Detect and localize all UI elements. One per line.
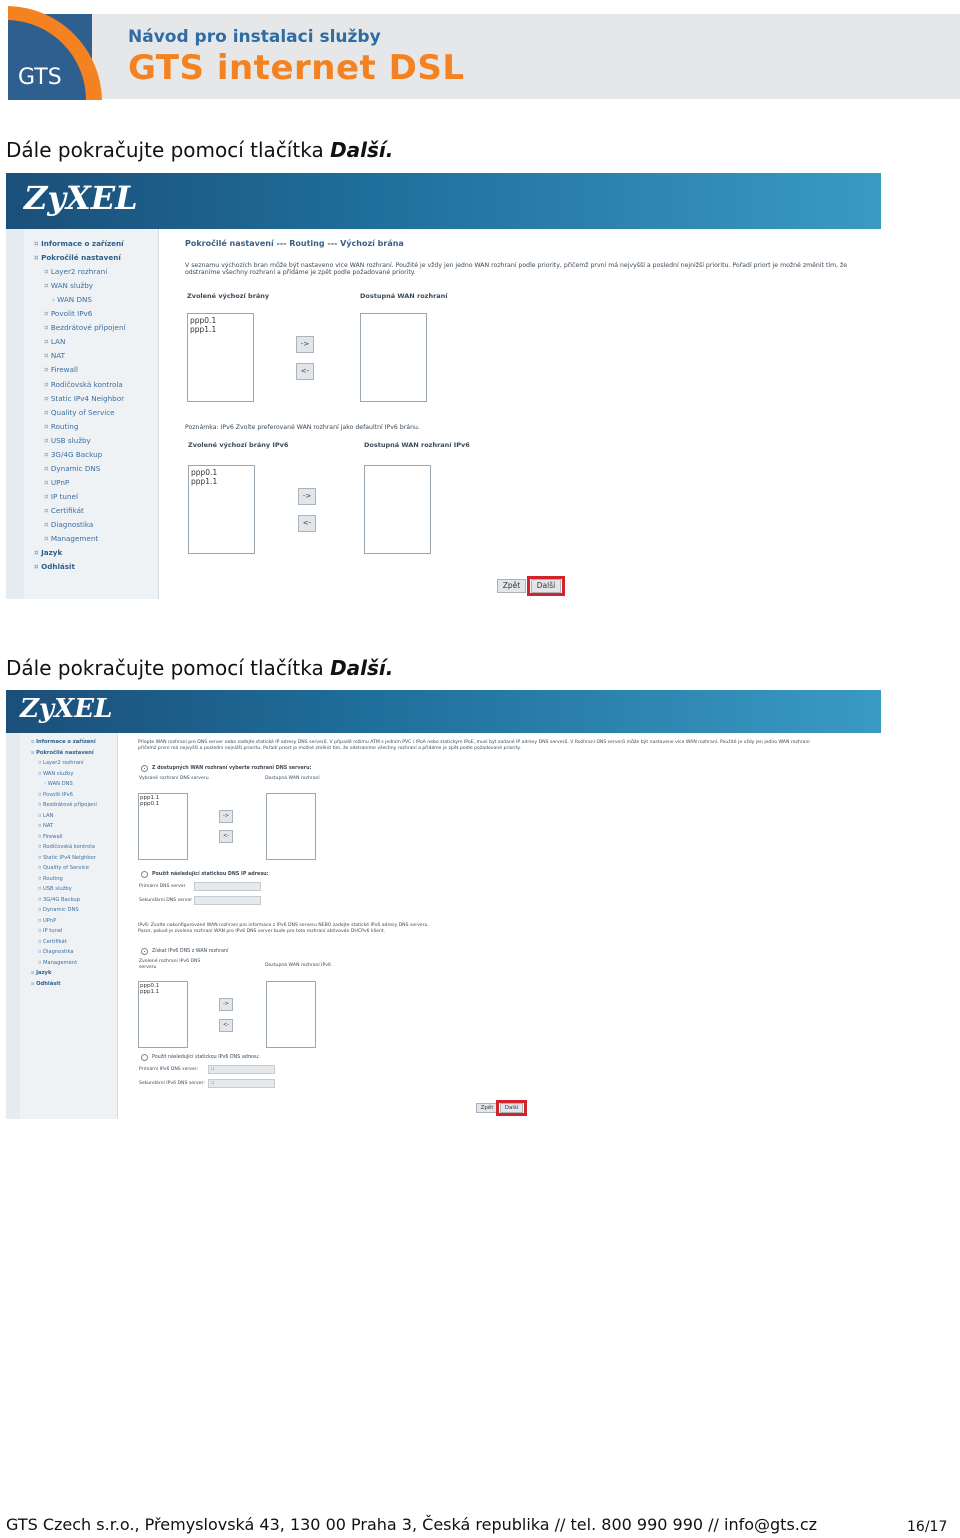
remove-ipv6-button[interactable]: <- xyxy=(219,1019,233,1032)
next-button[interactable]: Další xyxy=(531,579,561,593)
sidebar-nav-item[interactable]: ¤ WAN služby xyxy=(44,281,94,291)
zyxel-banner xyxy=(6,690,881,733)
next-button[interactable]: Další xyxy=(500,1103,523,1113)
sidebar-nav-item[interactable]: ¤ Informace o zařízení xyxy=(34,239,124,248)
bullet-icon: ¤ xyxy=(44,534,51,544)
bullet-icon: ¤ xyxy=(44,379,51,389)
footer-contact: GTS Czech s.r.o., Přemyslovská 43, 130 00 Praha 3, Česká republika // tel. 800 990 990 // info@gts.cz xyxy=(6,1515,818,1534)
selected-ipv6-gateways-list[interactable] xyxy=(188,465,255,554)
ipv6-note-line-2: Pozor, pokud je zvoleno rozhraní WAN pro IPv6 DNS server bude pro toto rozhraní aktivován DHCPv6 klient. xyxy=(138,929,386,934)
sidebar-nav-item[interactable]: ¤ Management xyxy=(38,959,78,966)
list-item[interactable]: ppp0.1 xyxy=(140,801,160,807)
chevron-right-icon: › xyxy=(44,781,48,787)
sidebar-nav-item[interactable]: ¤ Firewall xyxy=(44,365,78,375)
router-screenshot-routing xyxy=(6,173,881,599)
bullet-icon: ¤ xyxy=(38,917,43,924)
selected-dns-list[interactable] xyxy=(138,793,188,860)
primary-ipv6-dns-label: Primární IPv6 DNS server: xyxy=(139,1067,199,1072)
selected-ipv6-gateways-label: Zvolené výchozí brány IPv6 xyxy=(188,441,289,449)
instruction-1-text: Dále pokračujte pomocí tlačítka xyxy=(6,138,331,162)
bullet-icon: ¤ xyxy=(38,791,43,798)
sidebar-nav-item[interactable]: ¤ Bezdrátové připojení xyxy=(44,323,126,333)
sidebar-nav-item[interactable]: ¤ Rodičovská kontrola xyxy=(44,379,123,389)
sidebar-nav-item[interactable]: ¤ Jazyk xyxy=(34,548,63,558)
selected-dns-label: Vybrané rozhraní DNS serveru xyxy=(139,776,209,781)
bullet-icon: ¤ xyxy=(38,907,43,913)
list-item[interactable]: ppp0.1 xyxy=(140,983,160,989)
sidebar-nav-item[interactable]: ¤ Management xyxy=(44,534,99,544)
list-item[interactable]: ppp1.1 xyxy=(140,795,160,801)
bullet-icon: ¤ xyxy=(38,886,43,892)
add-ipv6-button[interactable]: -> xyxy=(298,488,316,505)
remove-button[interactable]: <- xyxy=(219,830,233,843)
description-line-2: přičemž první má nejvyšší a poslední nejnižší prioritu. Pořadí priort je možné změnit tím, že odstraníme všechny rozhraní a přidáme je zpět podle požadované priority. xyxy=(138,746,521,751)
sidebar-nav-item[interactable]: ¤ Odhlásit xyxy=(34,562,75,572)
bullet-icon: ¤ xyxy=(31,749,37,756)
sidebar-nav-item[interactable]: ¤ IP tunel xyxy=(44,491,78,501)
chevron-right-icon: › xyxy=(52,295,58,305)
bullet-icon: ¤ xyxy=(38,812,43,819)
radio-ipv6-wan-dns[interactable] xyxy=(141,948,148,955)
sidebar-nav-item[interactable]: ¤ Quality of Service xyxy=(38,865,89,871)
bullet-icon: ¤ xyxy=(44,365,51,375)
bullet-icon: ¤ xyxy=(44,520,51,529)
gts-logo xyxy=(8,6,104,100)
bullet-icon: ¤ xyxy=(38,770,43,777)
bullet-icon: ¤ xyxy=(31,739,37,745)
bullet-icon: ¤ xyxy=(38,865,43,871)
list-item[interactable]: ppp1.1 xyxy=(140,989,160,995)
back-button[interactable]: Zpět xyxy=(497,579,526,593)
bullet-icon: ¤ xyxy=(44,281,51,291)
back-button[interactable]: Zpět xyxy=(476,1103,498,1113)
add-button[interactable]: -> xyxy=(219,810,233,823)
sidebar-nav-item[interactable]: ¤ LAN xyxy=(38,812,54,819)
radio-static-dns[interactable] xyxy=(141,871,148,878)
bullet-icon: ¤ xyxy=(38,949,43,955)
sidebar-nav-item[interactable]: ¤ Odhlásit xyxy=(31,980,61,987)
radio-select-wan-dns[interactable] xyxy=(141,765,148,772)
instruction-2-emph: Další. xyxy=(330,656,394,680)
bullet-icon: ¤ xyxy=(38,823,43,829)
description-line-1: Přiepte WAN rozhraní pro DNS server nebo zadejte statické IP adresy DNS serverů. V případě režimu ATM s jedním PVC / IPoA nebo statickým IPoE, musí být zadané IP adresy DNS serverů. V Rozhraní DNS serverů může být nastaveno více WAN rozhraní. Použité je vždy jen jedno WAN rozhraní xyxy=(138,740,810,745)
bullet-icon: ¤ xyxy=(44,323,51,333)
sidebar-nav-item[interactable]: ¤ Static IPv4 Neighbor xyxy=(44,393,125,403)
opt-select-wan-dns: Z dostupných WAN rozhraní vyberte rozhraní DNS serveru: xyxy=(152,766,312,771)
bullet-icon: ¤ xyxy=(44,407,51,417)
left-strip xyxy=(6,733,20,1119)
opt-static-dns: Použít následující statickou DNS IP adresu: xyxy=(152,872,269,877)
opt-ipv6-wan-dns: Získat IPv6 DNS z WAN rozhraní xyxy=(152,949,229,954)
sidebar-nav-item[interactable]: ¤ Layer2 rozhraní xyxy=(44,267,108,277)
remove-button[interactable]: <- xyxy=(296,363,314,380)
gts-logo-text: GTS xyxy=(18,65,62,90)
available-wan-label: Dostupná WAN rozhraní xyxy=(360,292,448,300)
instruction-2-text: Dále pokračujte pomocí tlačítka xyxy=(6,656,331,680)
sidebar-nav-item[interactable]: › WAN DNS xyxy=(52,295,92,305)
sidebar-nav-item[interactable]: ¤ Routing xyxy=(44,421,79,431)
sidebar-nav-item[interactable]: ¤ Pokročilé nastavení xyxy=(31,749,94,756)
bullet-icon: ¤ xyxy=(38,928,43,934)
bullet-icon: ¤ xyxy=(38,875,43,882)
sidebar-nav-item[interactable]: ¤ Dynamic DNS xyxy=(44,463,101,473)
opt-ipv6-static-dns: Použít následující statickou IPv6 DNS adresu: xyxy=(152,1055,260,1060)
sidebar-nav-item[interactable]: ¤ Certifikát xyxy=(44,505,84,515)
sidebar-nav-item[interactable]: ¤ Bezdrátové připojení xyxy=(38,802,97,808)
bullet-icon: ¤ xyxy=(38,844,43,850)
available-ipv6-wan-list[interactable] xyxy=(364,465,431,554)
bullet-icon: ¤ xyxy=(44,491,51,501)
selected-ipv6-dns-label-1: Zvolené rozhraní IPv6 DNS xyxy=(139,959,201,964)
available-ipv6-wan-label: Dostupná WAN rozhraní IPv6 xyxy=(364,441,470,449)
bullet-icon: ¤ xyxy=(44,309,51,319)
list-item[interactable]: ppp0.1 xyxy=(190,316,217,325)
sidebar-nav-item[interactable]: ¤ Firewall xyxy=(38,833,63,840)
header-title: GTS internet DSL xyxy=(128,48,465,88)
instruction-2 xyxy=(6,656,393,680)
add-ipv6-button[interactable]: -> xyxy=(219,998,233,1011)
available-ipv6-wan-list[interactable] xyxy=(266,981,316,1048)
sidebar-nav-item[interactable]: ¤ Pokročilé nastavení xyxy=(34,253,121,263)
primary-ipv6-dns-field[interactable]: :: xyxy=(208,1065,275,1074)
sidebar-nav-item[interactable]: ¤ 3G/4G Backup xyxy=(38,896,81,903)
secondary-dns-label: Sekundární DNS server xyxy=(139,898,193,903)
sidebar-nav-item[interactable]: ¤ Informace o zařízení xyxy=(31,739,96,745)
sidebar-nav-item[interactable]: ¤ NAT xyxy=(44,351,65,361)
panel-title: Pokročilé nastavení --- Routing --- Výchozí brána xyxy=(185,239,404,248)
bullet-icon: ¤ xyxy=(44,463,51,473)
left-strip xyxy=(6,229,24,599)
radio-ipv6-static-dns[interactable] xyxy=(141,1054,148,1061)
sidebar-nav-item[interactable]: ¤ Layer2 rozhraní xyxy=(38,760,84,766)
available-wan-list[interactable] xyxy=(266,793,316,860)
sidebar-nav-item[interactable]: ¤ UPnP xyxy=(44,477,70,487)
description-line-1: V seznamu výchozích bran může být nastaveno více WAN rozhraní. Použité je vždy jen jedno WAN rozhraní podle priority, přičemž první má nejvyšší a poslední nejnižší prioritu. Pořadí priort je možné změnit tím, že xyxy=(185,262,848,269)
bullet-icon: ¤ xyxy=(38,854,43,861)
sidebar-nav xyxy=(24,229,159,599)
bullet-icon: ¤ xyxy=(31,980,37,987)
available-ipv6-wan-label: Dostupná WAN rozhraní IPv6 xyxy=(265,963,331,968)
bullet-icon: ¤ xyxy=(34,239,42,248)
router-screenshot-wan-dns xyxy=(6,690,881,1119)
bullet-icon: ¤ xyxy=(38,959,43,966)
sidebar-nav-item[interactable]: ¤ Static IPv4 Neighbor xyxy=(38,854,96,861)
bullet-icon: ¤ xyxy=(34,562,42,572)
primary-dns-label: Primární DNS server xyxy=(139,884,186,889)
primary-dns-field[interactable] xyxy=(194,882,261,891)
selected-gateways-list[interactable] xyxy=(187,313,254,402)
sidebar-nav-item[interactable]: › WAN DNS xyxy=(44,781,73,787)
sidebar-nav-item[interactable]: ¤ Dynamic DNS xyxy=(38,907,79,913)
secondary-ipv6-dns-label: Sekundární IPv6 DNS server: xyxy=(139,1081,205,1086)
description-line-2: odstraníme všechny rozhraní a přidáme je zpět podle požadované priority. xyxy=(185,269,416,276)
sidebar-nav-item[interactable]: ¤ USB služby xyxy=(44,435,91,445)
bullet-icon: ¤ xyxy=(44,393,51,403)
sidebar-nav-item[interactable]: ¤ UPnP xyxy=(38,917,57,924)
zyxel-logo: ZyXEL xyxy=(24,179,138,217)
bullet-icon: ¤ xyxy=(44,267,51,277)
page-number: 16/17 xyxy=(907,1519,948,1535)
sidebar-nav-item[interactable]: ¤ Jazyk xyxy=(31,970,52,976)
sidebar-nav-item[interactable]: ¤ WAN služby xyxy=(38,770,74,777)
bullet-icon: ¤ xyxy=(38,802,43,808)
zyxel-logo: ZyXEL xyxy=(20,694,113,724)
page-header xyxy=(0,0,960,100)
sidebar-nav-item[interactable]: ¤ Quality of Service xyxy=(44,407,115,417)
remove-ipv6-button[interactable]: <- xyxy=(298,515,316,532)
bullet-icon: ¤ xyxy=(31,970,37,976)
bullet-icon: ¤ xyxy=(38,896,43,903)
sidebar-nav-item[interactable]: ¤ 3G/4G Backup xyxy=(44,449,103,459)
list-item[interactable]: ppp1.1 xyxy=(190,325,217,334)
sidebar-nav xyxy=(20,733,118,1119)
bullet-icon: ¤ xyxy=(34,253,42,263)
bullet-icon: ¤ xyxy=(44,449,51,459)
sidebar-nav-item[interactable]: ¤ NAT xyxy=(38,823,54,829)
instruction-1 xyxy=(6,138,393,162)
sidebar-nav-item[interactable]: ¤ USB služby xyxy=(38,886,72,892)
add-button[interactable]: -> xyxy=(296,336,314,353)
available-wan-label: Dostupná WAN rozhraní xyxy=(265,776,320,781)
ipv6-note-line-1: IPv6: Zvolte nakonfigurované WAN rozhraní pro informace z IPv6 DNS serveru NEBO zadejte statické IPv6 adresy DNS serveru. xyxy=(138,923,429,928)
instruction-1-emph: Další. xyxy=(330,138,394,162)
ipv6-note: Poznámka: IPv6 Zvolte preferované WAN rozhraní jako defaultní IPv6 bránu. xyxy=(185,424,420,431)
bullet-icon: ¤ xyxy=(44,351,51,361)
bullet-icon: ¤ xyxy=(38,938,43,945)
bullet-icon: ¤ xyxy=(38,760,43,766)
bullet-icon: ¤ xyxy=(44,505,51,515)
sidebar-nav-item[interactable]: ¤ Povolit IPv6 xyxy=(38,791,73,798)
available-wan-list[interactable] xyxy=(360,313,427,402)
bullet-icon: ¤ xyxy=(44,435,51,445)
selected-ipv6-dns-list[interactable] xyxy=(138,981,188,1048)
bullet-icon: ¤ xyxy=(44,337,51,347)
sidebar-nav-item[interactable]: ¤ Diagnostika xyxy=(38,949,74,955)
sidebar-nav-item[interactable]: ¤ Certifikát xyxy=(38,938,67,945)
list-item[interactable]: ppp1.1 xyxy=(191,477,218,486)
selected-gateways-label: Zvolené výchozí brány xyxy=(187,292,270,300)
bullet-icon: ¤ xyxy=(34,548,42,558)
sidebar-nav-item[interactable]: ¤ LAN xyxy=(44,337,66,347)
secondary-dns-field[interactable] xyxy=(194,896,261,905)
secondary-ipv6-dns-field[interactable]: :: xyxy=(208,1079,275,1088)
selected-ipv6-dns-label-2: serveru xyxy=(139,965,157,970)
list-item[interactable]: ppp0.1 xyxy=(191,468,218,477)
bullet-icon: ¤ xyxy=(44,477,51,487)
sidebar-nav-item[interactable]: ¤ IP tunel xyxy=(38,928,63,934)
header-subtitle: Návod pro instalaci služby xyxy=(128,27,381,47)
sidebar-nav-item[interactable]: ¤ Routing xyxy=(38,875,63,882)
sidebar-nav-item[interactable]: ¤ Povolit IPv6 xyxy=(44,309,93,319)
bullet-icon: ¤ xyxy=(44,421,51,431)
bullet-icon: ¤ xyxy=(38,833,43,840)
sidebar-nav-item[interactable]: ¤ Diagnostika xyxy=(44,520,94,529)
sidebar-nav-item[interactable]: ¤ Rodičovská kontrola xyxy=(38,844,95,850)
